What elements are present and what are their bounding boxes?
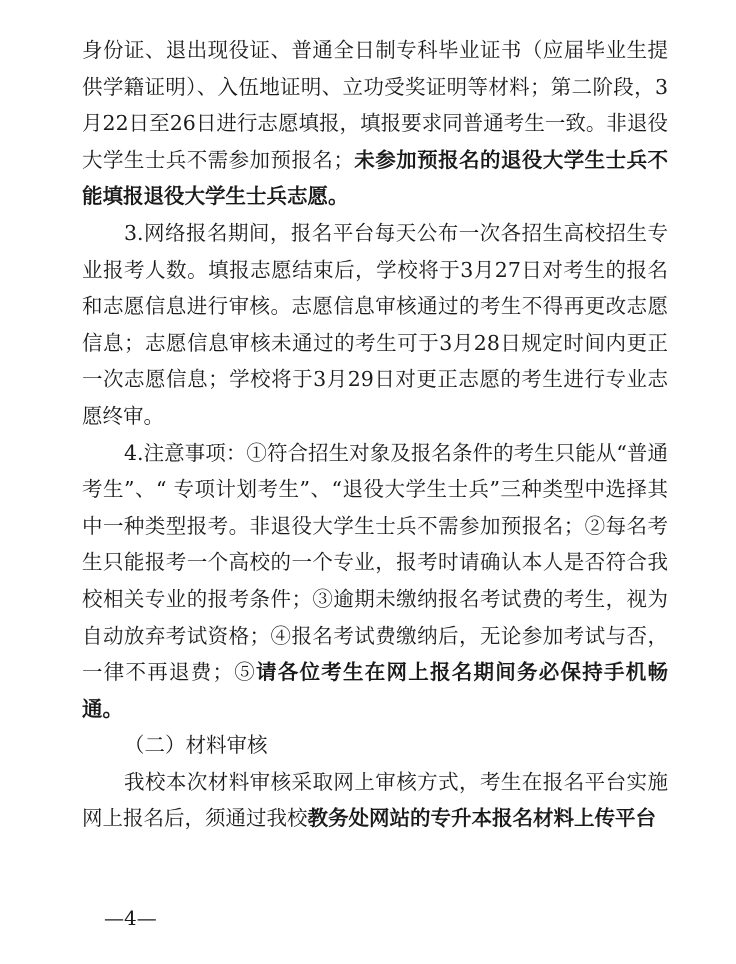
- paragraph-text: 我校本次材料审核采取网上审核方式，考生在报名平台实施网上报名后，须通过我校: [82, 769, 668, 831]
- bold-emphasis: 未参加预报名的退役大学生士兵不能填报退役大学生士兵志愿。: [82, 147, 669, 209]
- paragraph-registration-materials: [82, 32, 668, 215]
- paragraph-notes: [82, 435, 668, 728]
- paragraph-material-review: [82, 764, 668, 837]
- bold-emphasis: 教务处网站的专升本报名材料上传平台: [307, 806, 656, 831]
- paragraph-text: 3.网络报名期间，报名平台每天公布一次各招生高校招生专业报考人数。填报志愿结束后，学校将于3月27日对考生的报名和志愿信息进行审核。志愿信息审核通过的考生不得再更改志愿信息；志愿信息审核未通过的考生可于3月28日规定时间内更正一次志愿信息；学校将于3月29日对更正志愿的考生进行专业志愿终审。: [82, 220, 668, 428]
- paragraph-text: 4.注意事项：①符合招生对象及报名条件的考生只能从“普通考生”、“ 专项计划考生”、“退役大学生士兵”三种类型中选择其中一种类型报考。非退役大学生士兵不需参加预报名；②每名考生只能报考一个高校的一个专业，报考时请确认本人是否符合我校相关专业的报考条件；③逾期未缴纳报名考试费的考生，视为自动放弃考试资格；④报名考试费缴纳后，无论参加考试与否，一律不再退费；⑤: [82, 440, 668, 685]
- document-body: [82, 32, 668, 837]
- bold-emphasis: 请各位考生在网上报名期间务必保持手机畅通。: [82, 660, 668, 721]
- section-heading: （二）材料审核: [124, 733, 268, 758]
- paragraph-online-registration: [82, 215, 668, 435]
- page-number: —4—: [104, 906, 157, 930]
- paragraph-text: 身份证、退出现役证、普通全日制专科毕业证书（应届毕业生提供学籍证明）、入伍地证明、立功受奖证明等材料；第二阶段，3月22日至26日进行志愿填报，填报要求同普通考生一致。非退役大学生士兵不需参加预报名；: [82, 38, 668, 172]
